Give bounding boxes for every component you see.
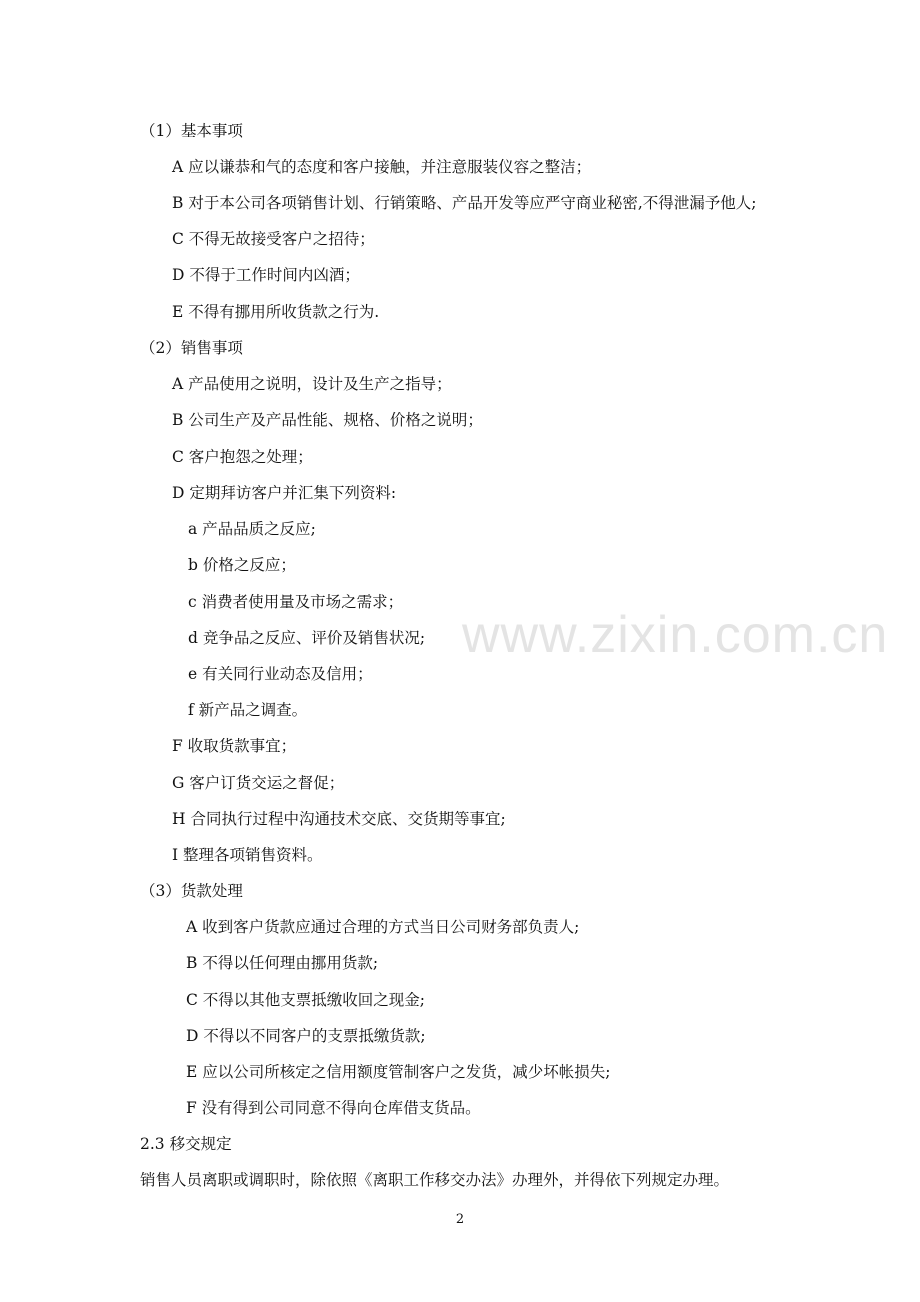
list-item: B 公司生产及产品性能、规格、价格之说明； <box>172 411 483 429</box>
list-item: D 不得于工作时间内凶酒； <box>172 266 360 284</box>
list-item: B 不得以任何理由挪用货款; <box>186 954 379 972</box>
sub-list-item: c 消费者使用量及市场之需求； <box>188 593 404 611</box>
list-item: E 不得有挪用所收货款之行为. <box>172 303 380 321</box>
sub-list-item: b 价格之反应； <box>188 556 296 574</box>
section-1-title: （1）基本事项 <box>140 122 243 140</box>
sub-list-item: f 新产品之调查。 <box>188 701 308 719</box>
list-item: D 定期拜访客户并汇集下列资料: <box>172 484 397 502</box>
list-item: A 收到客户货款应通过合理的方式当日公司财务部负责人; <box>186 918 580 936</box>
list-item: H 合同执行过程中沟通技术交底、交货期等事宜; <box>172 810 506 828</box>
list-item: E 应以公司所核定之信用额度管制客户之发货，减少坏帐损失; <box>186 1063 611 1081</box>
list-item: A 产品使用之说明，设计及生产之指导； <box>172 375 452 393</box>
section-2-title: （2）销售事项 <box>140 339 243 357</box>
list-item: C 客户抱怨之处理； <box>172 448 313 466</box>
sub-list-item: d 竞争品之反应、评价及销售状况; <box>188 629 426 647</box>
sub-list-item: a 产品品质之反应; <box>188 520 316 538</box>
list-item: D 不得以不同客户的支票抵缴货款; <box>186 1027 426 1045</box>
list-item: A 应以谦恭和气的态度和客户接触，并注意服装仪容之整洁； <box>172 158 592 176</box>
list-item: F 没有得到公司同意不得向仓库借支货品。 <box>186 1099 481 1117</box>
list-item: B 对于本公司各项销售计划、行销策略、产品开发等应严守商业秘密,不得泄漏予他人; <box>172 194 757 212</box>
sub-list-item: e 有关同行业动态及信用； <box>188 665 373 683</box>
section-3-title: （3）货款处理 <box>140 882 243 900</box>
paragraph: 销售人员离职或调职时，除依照《离职工作移交办法》办理外，并得依下列规定办理。 <box>140 1171 730 1189</box>
list-item: F 收取货款事宜； <box>172 737 297 755</box>
list-item: G 客户订货交运之督促； <box>172 774 345 792</box>
watermark: www.zixin.com.cn <box>462 606 889 664</box>
section-heading: 2.3 移交规定 <box>140 1135 232 1153</box>
list-item: I 整理各项销售资料。 <box>172 846 323 864</box>
list-item: C 不得以其他支票抵缴收回之现金; <box>186 991 426 1009</box>
list-item: C 不得无故接受客户之招待； <box>172 230 375 248</box>
page-number: 2 <box>455 1212 465 1227</box>
